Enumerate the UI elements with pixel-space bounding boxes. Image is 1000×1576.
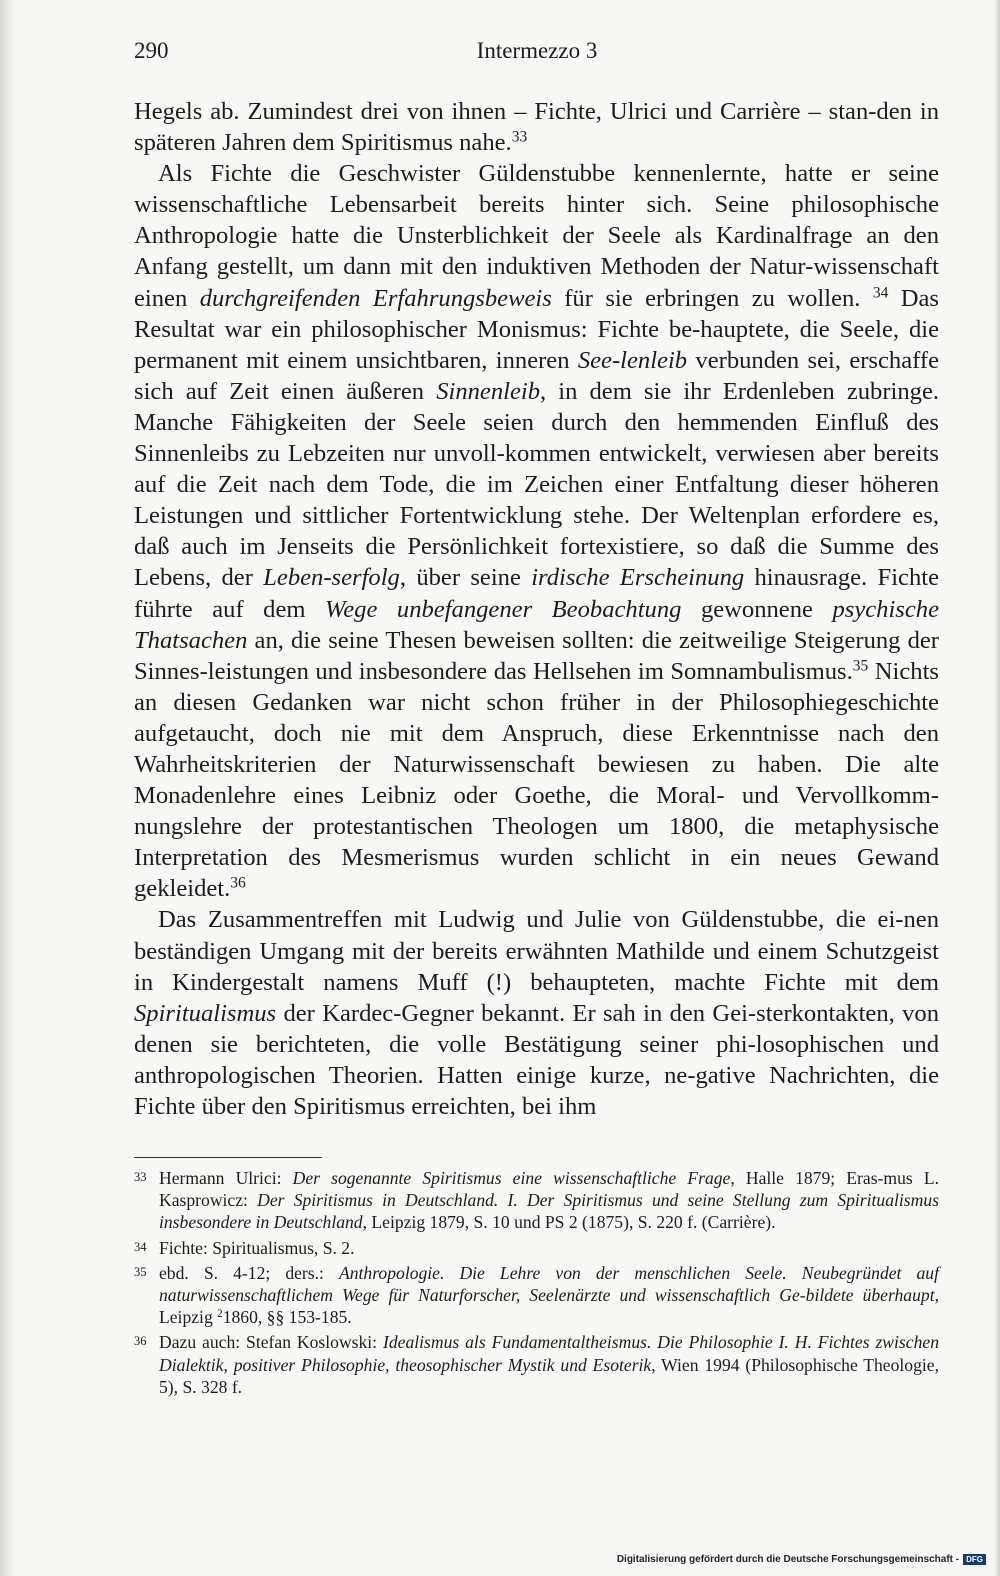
- page-number: 290: [134, 38, 169, 63]
- text-run: , Halle 1879; Eras-mus L. Kasprowicz:: [159, 1168, 939, 1211]
- text-run: der Kardec-Gegner bekannt. Er sah in den Gei-sterkontakten, von denen sie berichteten, die volle Bestätigung seiner phi-losophischen und anthropologischen Theorien. Hatten einige kurze, ne-gative Nachrichten, die Fichte über den Spiritismus erreichten, bei ihm: [134, 999, 939, 1120]
- running-head: Intermezzo 3: [476, 38, 598, 63]
- text-run: Das Resultat war ein philosophischer Monismus: Fichte be-hauptete, die Seele, die permanent mit einem unsichtbaren, inneren: [134, 284, 939, 374]
- paragraph: [134, 904, 939, 1122]
- page-edge-shadow: [994, 0, 1000, 1576]
- footnote: [134, 1331, 939, 1398]
- text-run: hinausrage. Fichte führte auf dem: [134, 564, 939, 623]
- italic-phrase: Sinnenleib: [436, 377, 541, 405]
- footnote-number: 36: [134, 1334, 147, 1349]
- digitization-credit: [617, 1554, 986, 1565]
- italic-phrase: Idealismus als Fundamentaltheismus. Die Philosophie I. H. Fichtes zwischen Dialektik, positiver Philosophie, theosophischer Mystik und Esoterik: [159, 1332, 939, 1375]
- text-run: , Wien 1994 (Philosophische Theologie, 5), S. 328 f.: [159, 1354, 939, 1397]
- page-header: [134, 38, 940, 72]
- italic-phrase: Der Spiritismus in Deutschland. I. Der Spiritismus und seine Stellung zum Spiritualismus insbesondere in Deutschland: [159, 1190, 939, 1233]
- text-run: Fichte: Spiritualismus, S. 2.: [159, 1237, 355, 1258]
- paragraph: [134, 158, 939, 904]
- italic-phrase: Spiritualismus: [134, 999, 277, 1027]
- footnote: [134, 1262, 939, 1329]
- footnote-number: 34: [134, 1239, 147, 1254]
- text-run: 1860, §§ 153-185.: [222, 1307, 352, 1328]
- text-run: , in dem sie ihr Erdenleben zubringe. Manche Fähigkeiten der Seele seien durch den hemmenden Einfluß des Sinnenleibs zu Lebzeiten nur unvoll-kommen entwickelt, verwiesen aber bereits auf die Zeit nach dem Tode, die im Zeichen einer Entfaltung dieser höheren Leistungen und sittlicher Fortentwicklung stehe. Der Weltenplan erfordere es, daß auch im Jenseits die Persönlichkeit fortexistiere, so daß die Summe des Lebens, der: [134, 377, 940, 592]
- italic-phrase: Der sogenannte Spiritismus eine wissenschaftliche Frage: [292, 1168, 731, 1188]
- dfg-logo: DFG: [963, 1554, 986, 1565]
- italic-phrase: irdische Erscheinung: [531, 564, 745, 592]
- footnote-number: 33: [134, 1170, 147, 1184]
- footnote-ref: 35: [852, 657, 869, 675]
- text-run: , über seine: [399, 564, 532, 592]
- text-run: verbunden sei, erschaffe sich auf Zeit einen äußeren: [134, 346, 939, 405]
- text-run: Nichts an diesen Gedanken war nicht schon früher in der Philosophiegeschichte aufgetaucht, doch nie mit dem Anspruch, diese Erkenntnisse nach den Wahrheitskriterien der Naturwissenschaft bewiesen zu haben. Die alte Monadenlehre eines Leibniz oder Goethe, die Moral- und Vervollkomm-nungslehre der protestantischen Theologen um 1800, die metaphysische Interpretation des Mesmerismus wurden schlicht in ein neues Gewand gekleidet.: [134, 657, 939, 903]
- footnote-ref: 2: [217, 1308, 223, 1321]
- footnote-ref: 33: [511, 128, 528, 146]
- text-run: Das Zusammentreffen mit Ludwig und Julie von Güldenstubbe, die ei-nen beständigen Umgang mit der bereits erwähnten Mathilde und einem Schutzgeist in Kindergestalt namens Muff (!) behaupteten, machte Fichte mit dem: [134, 906, 939, 996]
- text-run: , Leipzig 1879, S. 10 und PS 2 (1875), S. 220 f. (Carrière).: [362, 1212, 776, 1233]
- text-run: Hegels ab. Zumindest drei von ihnen – Fichte, Ulrici und Carrière – stan-den in späteren Jahren dem Spiritismus nahe.: [134, 98, 939, 157]
- footnote-rule: [134, 1157, 322, 1158]
- text-run: , Leipzig: [159, 1285, 939, 1328]
- italic-phrase: durchgreifenden Erfahrungsbeweis: [199, 284, 552, 312]
- body-text: [134, 96, 939, 1122]
- credit-text: Digitalisierung gefördert durch die Deutsche Forschungsgemeinschaft -: [616, 1554, 960, 1566]
- italic-phrase: Anthropologie. Die Lehre von der menschlichen Seele. Neubegründet auf naturwissenschaftlichem Wege für Naturforscher, Seelenärzte und wissenschaftlich Ge-bildete überhaupt: [159, 1262, 939, 1306]
- italic-phrase: psychische Thatsachen: [134, 595, 939, 654]
- italic-phrase: Leben-serfolg: [263, 564, 400, 592]
- footnote-list: [134, 1167, 939, 1398]
- footnotes: [134, 1157, 939, 1401]
- footnote-ref: 36: [230, 874, 246, 892]
- text-run: an, die seine Thesen beweisen sollten: die zeitweilige Steigerung der Sinnes-leistungen und insbesondere das Hellsehen im Somnambulismus.: [134, 626, 939, 685]
- footnote-number: 35: [134, 1264, 147, 1279]
- text-run: Hermann Ulrici:: [159, 1168, 293, 1188]
- text-run: gewonnene: [681, 595, 833, 623]
- text-run: für sie erbringen zu wollen.: [551, 284, 873, 312]
- text-run: Als Fichte die Geschwister Güldenstubbe kennenlernte, hatte er seine wissenschaftliche Lebensarbeit bereits hinter sich. Seine philosophische Anthropologie hatte die Unsterblichkeit der Seele als Kardinalfrage an den Anfang gestellt, um dann mit den induktiven Methoden der Natur-wissenschaft einen: [134, 160, 939, 312]
- paragraph: [134, 96, 939, 158]
- text-run: Dazu auch: Stefan Koslowski:: [159, 1332, 383, 1353]
- italic-phrase: See-lenleib: [577, 346, 688, 374]
- footnote: [134, 1237, 939, 1259]
- footnote-ref: 34: [872, 284, 889, 302]
- book-spine-shadow: [0, 0, 16, 1576]
- italic-phrase: Wege unbefangener Beobachtung: [325, 595, 682, 623]
- footnote: [134, 1167, 939, 1234]
- text-run: ebd. S. 4-12; ders.:: [159, 1262, 339, 1283]
